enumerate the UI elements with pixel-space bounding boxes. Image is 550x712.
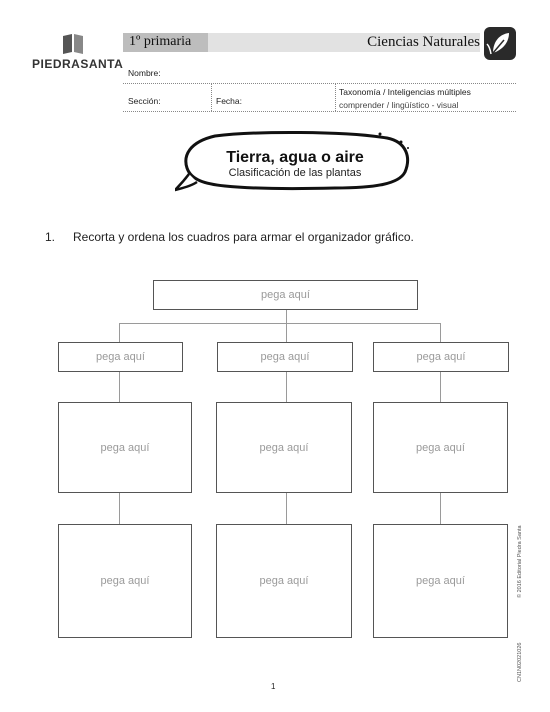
connector-line [119, 370, 120, 402]
instruction-number: 1. [45, 230, 56, 244]
subject-label: Ciencias Naturales [367, 34, 480, 50]
connector-line [440, 492, 441, 524]
product-code: CN1N02021026 [517, 642, 523, 682]
connector-line [119, 323, 440, 324]
paste-box-level1[interactable]: pega aquí [58, 342, 183, 372]
name-label: Nombre: [128, 68, 161, 78]
worksheet-title: Tierra, agua o aire [226, 149, 364, 166]
grade-label: 1º primaria [129, 34, 192, 49]
connector-line [286, 309, 287, 323]
section-line [123, 111, 516, 112]
page-number: 1 [271, 682, 276, 691]
copyright-text: © 2016 Editorial Piedra Santa [517, 525, 523, 598]
connector-line [440, 323, 441, 342]
divider [335, 84, 336, 111]
worksheet-subtitle: Clasificación de las plantas [228, 167, 362, 179]
book-logo-icon [62, 34, 84, 54]
paste-box-level1[interactable]: pega aquí [217, 342, 353, 372]
taxonomy-values: comprender / lingüístico - visual [339, 100, 459, 110]
connector-line [119, 492, 120, 524]
paste-box-top[interactable]: pega aquí [153, 280, 418, 310]
paste-box-level3[interactable]: pega aquí [373, 524, 508, 638]
paste-box-level2[interactable]: pega aquí [58, 402, 192, 493]
divider [211, 84, 212, 111]
paste-box-level1[interactable]: pega aquí [373, 342, 509, 372]
connector-line [440, 370, 441, 402]
paste-box-level3[interactable]: pega aquí [216, 524, 352, 638]
paste-box-level2[interactable]: pega aquí [216, 402, 352, 493]
name-line [123, 83, 516, 84]
connector-line [286, 370, 287, 402]
paste-box-level2[interactable]: pega aquí [373, 402, 508, 493]
publisher-logo-text: PIEDRASANTA [32, 57, 124, 71]
date-label: Fecha: [216, 96, 242, 106]
section-label: Sección: [128, 96, 161, 106]
leaf-icon [484, 27, 516, 60]
taxonomy-label: Taxonomía / Inteligencias múltiples [339, 87, 471, 97]
paste-box-level3[interactable]: pega aquí [58, 524, 192, 638]
connector-line [119, 323, 120, 342]
connector-line [286, 492, 287, 524]
connector-line [286, 323, 287, 342]
instruction-text: Recorta y ordena los cuadros para armar el organizador gráfico. [73, 230, 414, 244]
